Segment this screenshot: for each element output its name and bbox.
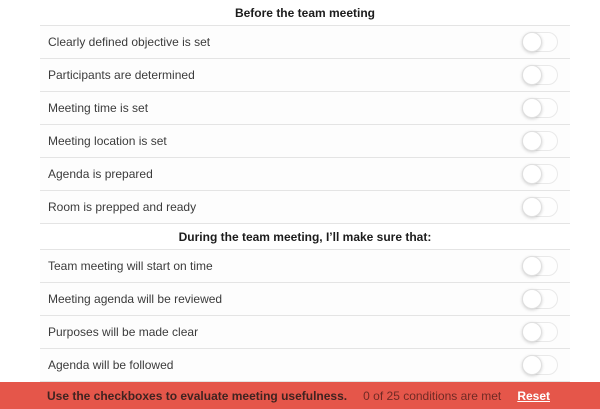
toggle-switch[interactable] [522, 289, 558, 309]
toggle-knob [522, 32, 542, 52]
toggle-knob [522, 164, 542, 184]
checklist-item-label: Participants are determined [48, 68, 195, 82]
checklist-item-label: Room is prepped and ready [48, 200, 197, 214]
toggle-knob [522, 355, 542, 375]
toggle-knob [522, 289, 542, 309]
checklist-item-label: Meeting time is set [48, 101, 149, 115]
toggle-knob [522, 256, 542, 276]
toggle-knob [522, 322, 542, 342]
section-header-label: Before the team meeting [234, 5, 376, 20]
toggle-switch[interactable] [522, 32, 558, 52]
footer-bar [0, 382, 600, 409]
reset-button[interactable]: Reset [517, 388, 550, 403]
footer-message: Use the checkboxes to evaluate meeting usefulness. [47, 388, 348, 403]
section-header-during-meeting [40, 224, 570, 250]
toggle-knob [522, 65, 542, 85]
checklist-item-label: Clearly defined objective is set [48, 35, 211, 49]
toggle-switch[interactable] [522, 197, 558, 217]
toggle-switch[interactable] [522, 164, 558, 184]
checklist-item-label: Meeting agenda will be reviewed [48, 292, 223, 306]
checklist-row[interactable] [40, 26, 570, 59]
checklist-item-label: Agenda will be followed [48, 358, 174, 372]
checklist-row[interactable] [40, 283, 570, 316]
toggle-knob [522, 197, 542, 217]
toggle-switch[interactable] [522, 322, 558, 342]
checklist-row[interactable] [40, 125, 570, 158]
toggle-knob [522, 131, 542, 151]
checklist-row[interactable] [40, 59, 570, 92]
toggle-switch[interactable] [522, 256, 558, 276]
checklist-row[interactable] [40, 191, 570, 224]
toggle-switch[interactable] [522, 355, 558, 375]
toggle-knob [522, 98, 542, 118]
toggle-switch[interactable] [522, 98, 558, 118]
progress-status: 0 of 25 conditions are met [363, 388, 502, 403]
checklist-item-label: Purposes will be made clear [48, 325, 199, 339]
checklist-row[interactable] [40, 158, 570, 191]
checklist-item-label: Team meeting will start on time [48, 259, 213, 273]
toggle-switch[interactable] [522, 131, 558, 151]
checklist-row[interactable] [40, 316, 570, 349]
checklist-row[interactable] [40, 349, 570, 382]
checklist-row[interactable] [40, 92, 570, 125]
checklist-item-label: Agenda is prepared [48, 167, 153, 181]
toggle-switch[interactable] [522, 65, 558, 85]
checklist-row[interactable] [40, 250, 570, 283]
checklist-item-label: Meeting location is set [48, 134, 167, 148]
section-header-label: During the team meeting, I’ll make sure that: [178, 229, 432, 244]
section-header-before-meeting [40, 0, 570, 26]
